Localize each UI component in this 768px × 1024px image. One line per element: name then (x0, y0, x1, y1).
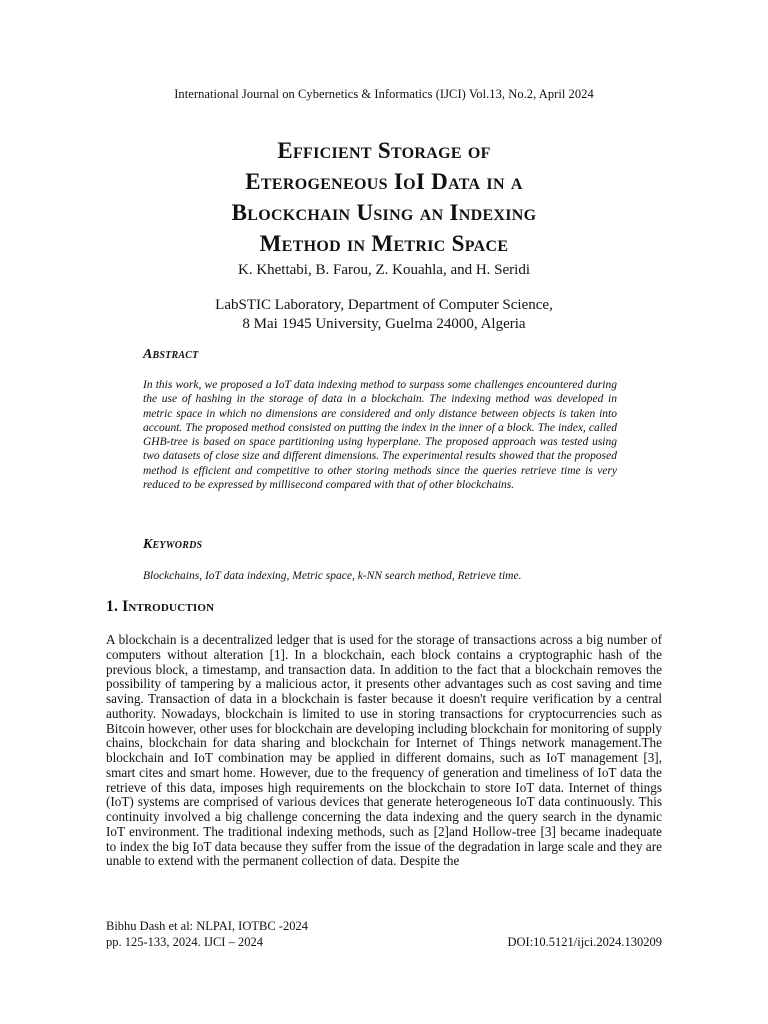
affiliation-line: LabSTIC Laboratory, Department of Computer Science, (215, 297, 553, 313)
title-line: Blockchain Using an Indexing (231, 200, 537, 225)
paper-title (100, 135, 668, 259)
footer-pages: pp. 125-133, 2024. IJCI – 2024 (106, 935, 263, 949)
footer-doi: DOI:10.5121/ijci.2024.130209 (507, 935, 662, 949)
title-line: Efficient Storage of (277, 138, 491, 163)
footer-conference: Bibhu Dash et al: NLPAI, IOTBC -2024 (106, 919, 308, 933)
authors: K. Khettabi, B. Farou, Z. Kouahla, and H. Seridi (237, 262, 531, 278)
affiliation-line: 8 Mai 1945 University, Guelma 24000, Algeria (242, 316, 526, 332)
affiliation (0, 296, 768, 334)
introduction-heading: 1. Introduction (106, 598, 215, 615)
abstract-heading: Abstract (143, 347, 199, 362)
title-line: Method in Metric Space (259, 231, 509, 256)
keywords-heading: Keywords (143, 537, 203, 552)
introduction-body: A blockchain is a decentralized ledger that is used for the storage of transactions across a big number of computers without alteration [1]. In a blockchain, each block contains a cryptographic hash of the previous block, a timestamp, and transaction data. In addition to the fact that a blockchain removes the possibility of tampering by a malicious actor, it presents other advantages such as cost saving and time saving. Transaction of data in a blockchain is faster because it doesn't require verification by a central authority. Nowadays, blockchain is limited to use in storing transactions for cryptocurrencies such as Bitcoin however, other uses for blockchain are developing including blockchain for monitoring of supply chains, blockchain for data sharing and blockchain for Internet of Things network management.The blockchain and IoT combination may be applied in different domains, such as IoT management [3], smart cites and smart home. However, due to the frequency of generation and timeliness of IoT data the retrieve of this data, imposes high requirements on the blockchain to store IoT data. Internet of things (IoT) systems are comprised of various devices that generate heterogeneous IoT data continuously. This continuity involved a big challenge concerning the data indexing and the query search in the dynamic IoT environment. The traditional indexing methods, such as [2]and Hollow-tree [3] became inadequate to index the big IoT data because they suffer from the issue of the degradation in large scale and they are unable to extend with the permanent collection of data. Despite the (106, 632, 662, 869)
footer-citation (106, 918, 308, 950)
title-line: Eterogeneous IoI Data in a (245, 169, 523, 194)
abstract-body: In this work, we proposed a IoT data indexing method to surpass some challenges encountered during the use of hashing in the storage of data in a blockchain. The indexing method was developed in metric space in which no dimensions are considered and only distance between objects is taken into account. The proposed method consisted on putting the index in the inner of a block. The index, called GHB-tree is based on space partitioning using hyperplane. The proposed approach was tested using two datasets of close size and different dimensions. The experimental results showed that the proposed method is efficient and competitive to other storing methods since the queries retrieve time is very reduced to be expressed by millisecond compared with that of other blockchains. (143, 379, 617, 492)
journal-header: International Journal on Cybernetics & Informatics (IJCI) Vol.13, No.2, April 2024 (174, 87, 594, 101)
keywords-body: Blockchains, IoT data indexing, Metric space, k-NN search method, Retrieve time. (143, 570, 522, 582)
